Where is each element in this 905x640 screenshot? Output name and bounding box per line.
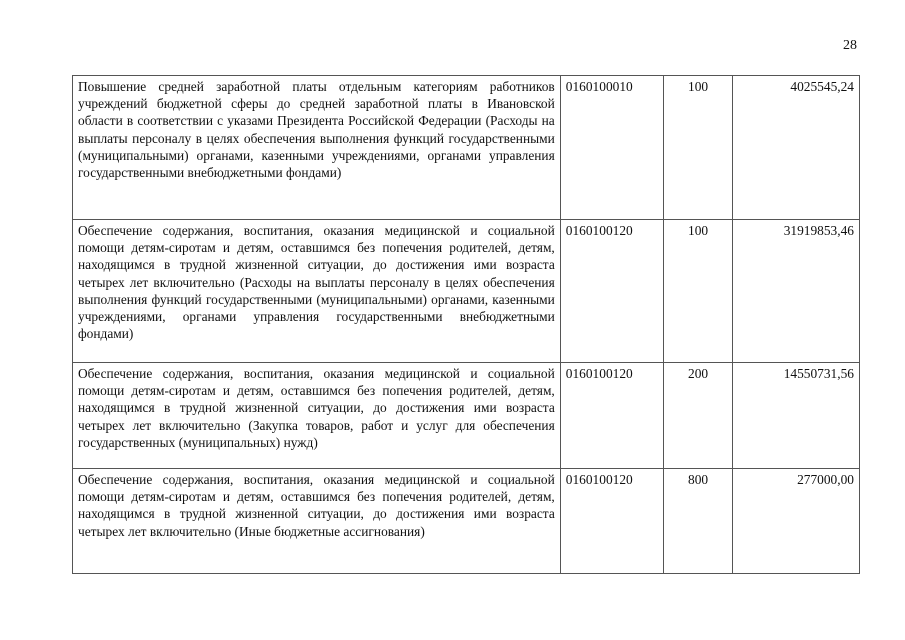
row-target-code: 0160100120 [560, 363, 663, 469]
row-amount: 4025545,24 [732, 76, 859, 220]
table-row [73, 76, 860, 220]
row-expense-type: 100 [664, 220, 733, 363]
row-amount: 14550731,56 [732, 363, 859, 469]
table-row [73, 363, 860, 469]
row-amount: 277000,00 [732, 469, 859, 574]
row-expense-type: 100 [664, 76, 733, 220]
row-target-code: 0160100120 [560, 469, 663, 574]
page-number: 28 [843, 38, 857, 53]
table-row [73, 469, 860, 574]
row-expense-type: 800 [664, 469, 733, 574]
table-row [73, 220, 860, 363]
row-description: Повышение средней заработной платы отдельным категориям работников учреждений бюджетной сферы до средней заработной платы в Ивановской области в соответствии с указами Президента Российской Федерации (Расходы на выплаты персоналу в целях обеспечения выполнения функций государственными (муниципальными) органами, казенными учреждениями, органами управления государственными внебюджетными фондами) [73, 76, 561, 220]
row-expense-type: 200 [664, 363, 733, 469]
row-description: Обеспечение содержания, воспитания, оказания медицинской и социальной помощи детям-сиротам и детям, оставшимся без попечения родителей, детям, находящимся в трудной жизненной ситуации, до достижения ими возраста четырех лет включительно (Иные бюджетные ассигнования) [73, 469, 561, 574]
budget-table [72, 75, 860, 574]
row-amount: 31919853,46 [732, 220, 859, 363]
row-target-code: 0160100120 [560, 220, 663, 363]
row-target-code: 0160100010 [560, 76, 663, 220]
row-description: Обеспечение содержания, воспитания, оказания медицинской и социальной помощи детям-сиротам и детям, оставшимся без попечения родителей, детям, находящимся в трудной жизненной ситуации, до достижения ими возраста четырех лет включительно (Закупка товаров, работ и услуг для обеспечения государственных (муниципальных) нужд) [73, 363, 561, 469]
row-description: Обеспечение содержания, воспитания, оказания медицинской и социальной помощи детям-сиротам и детям, оставшимся без попечения родителей, детям, находящимся в трудной жизненной ситуации, до достижения ими возраста четырех лет включительно (Расходы на выплаты персоналу в целях обеспечения выполнения функций государственными (муниципальными) органами, казенными учреждениями, органами управления государственными внебюджетными фондами) [73, 220, 561, 363]
